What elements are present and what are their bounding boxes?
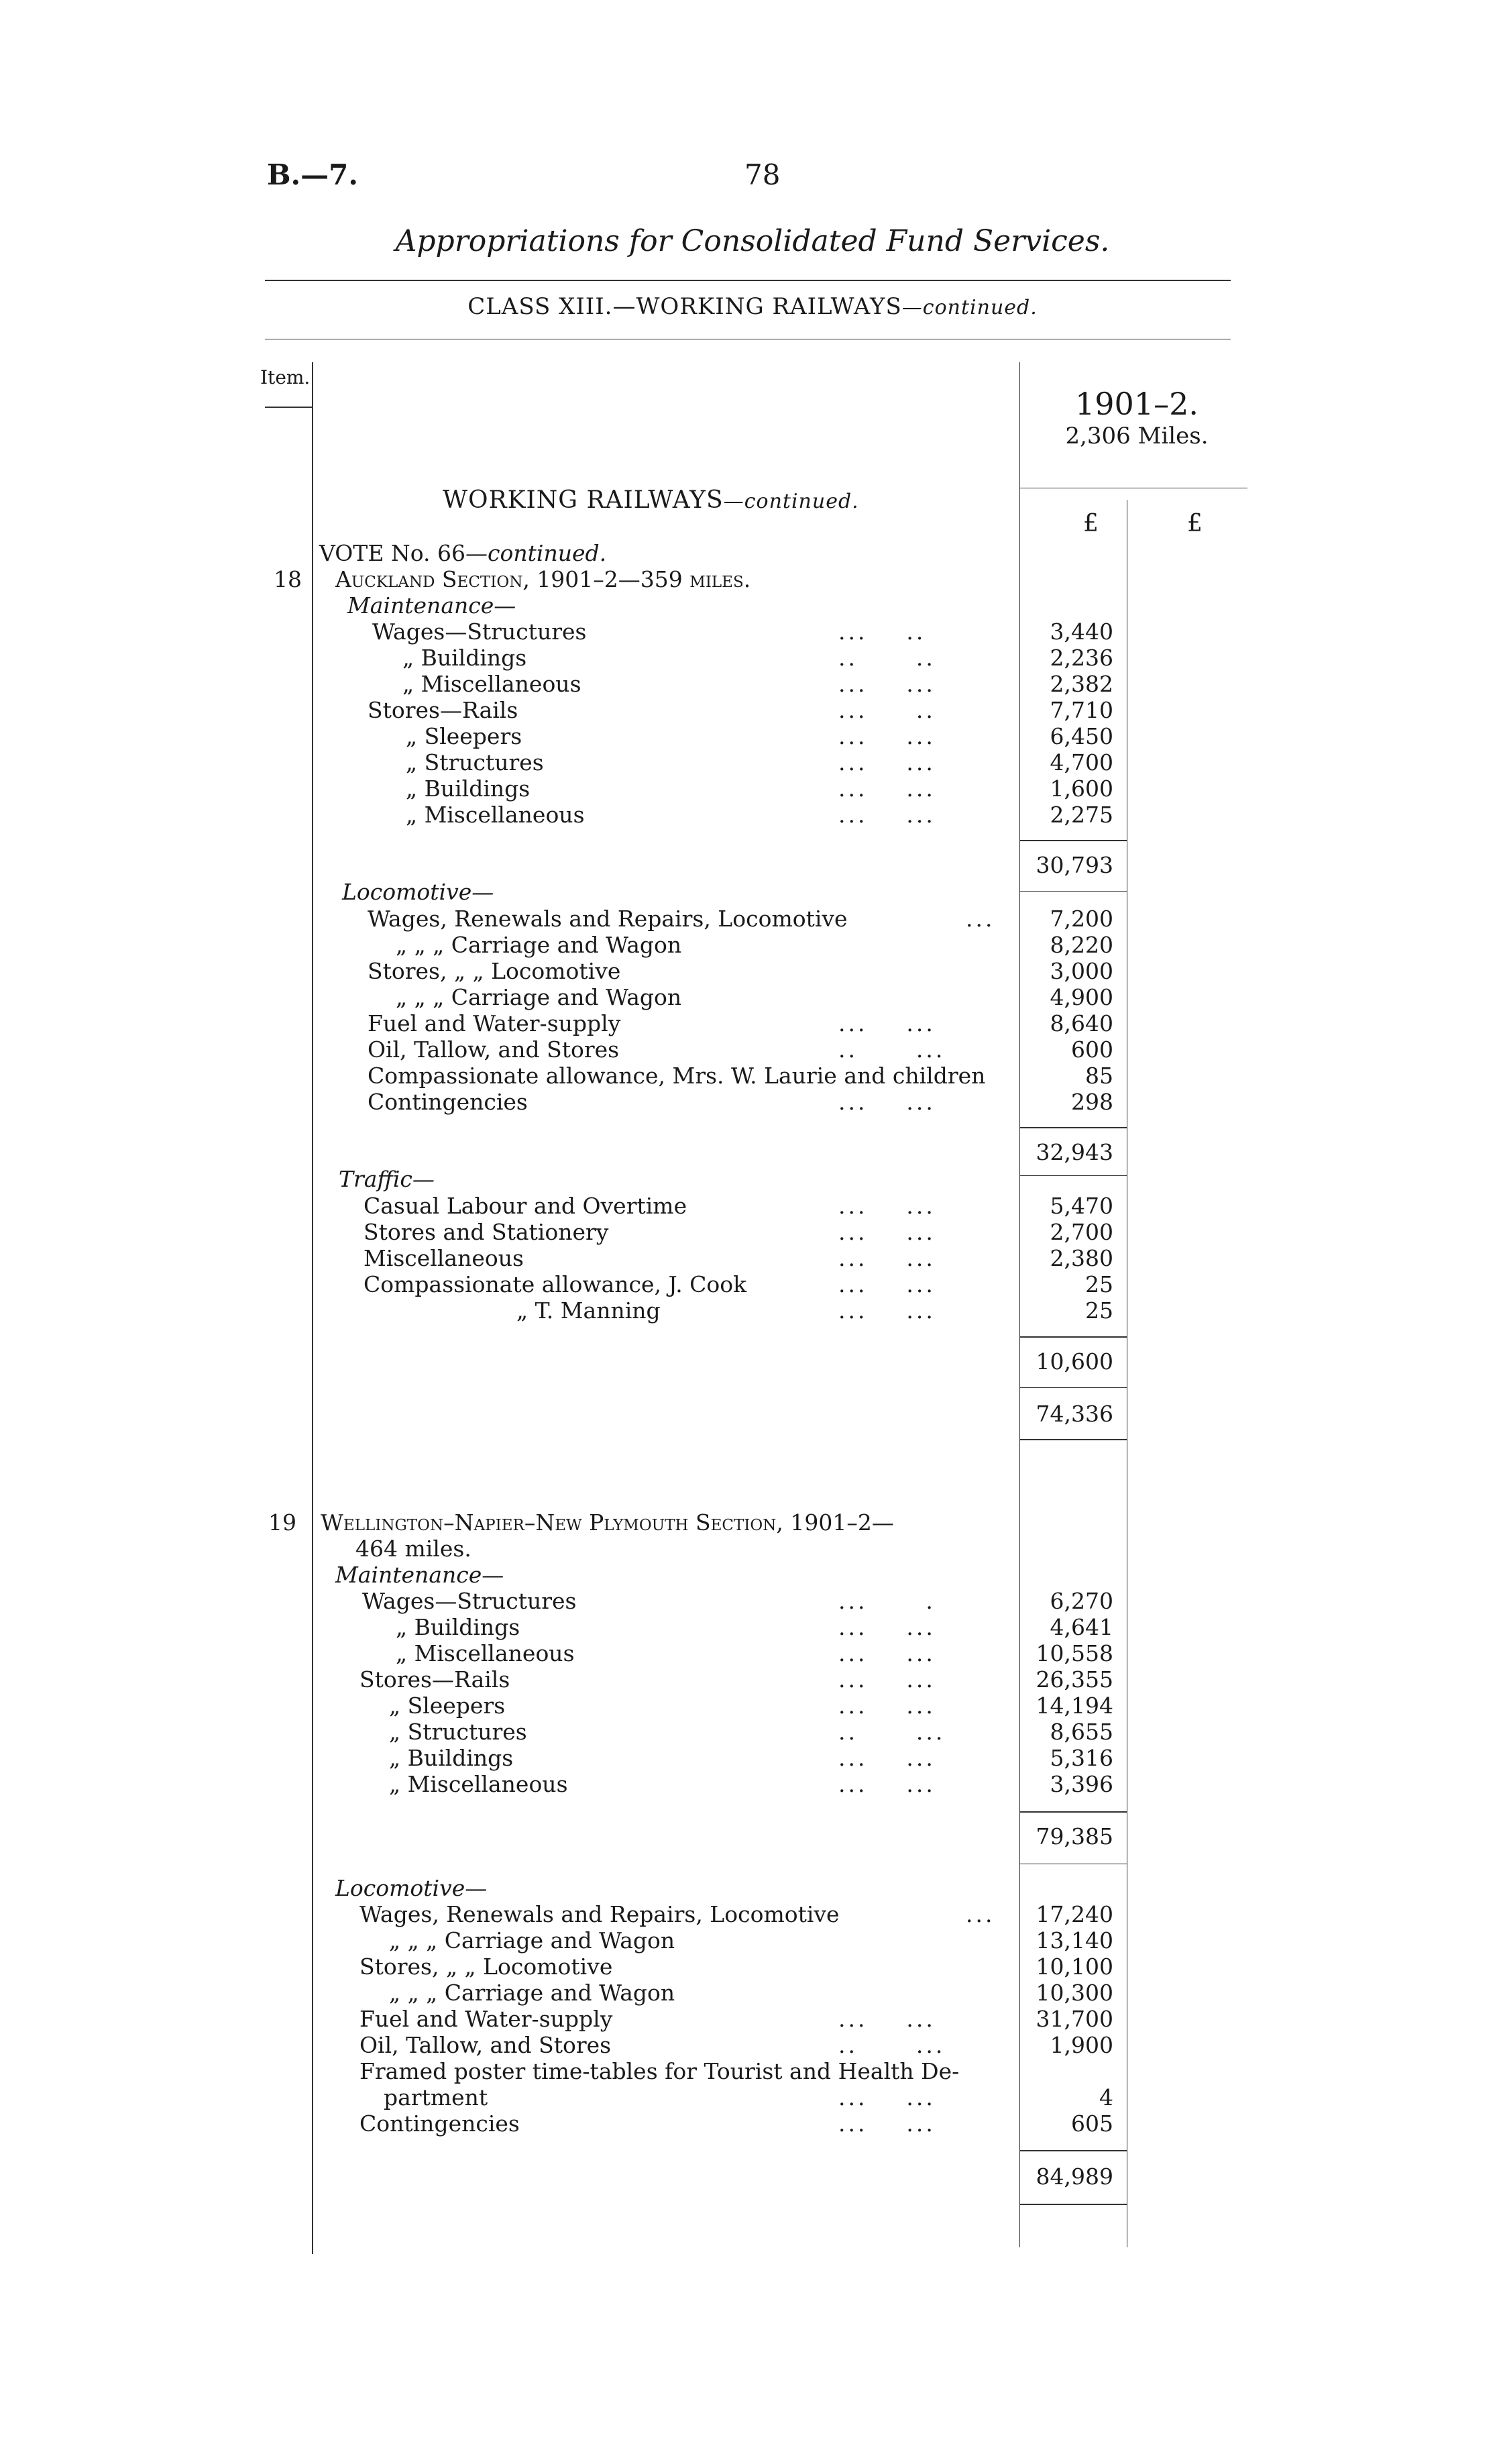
amount-cell: 4,900 (1050, 984, 1113, 1010)
page-title: Appropriations for Consolidated Fund Services. (395, 224, 1110, 258)
maintenance-row-label: Stores—Rails (359, 1666, 510, 1693)
locomotive-row-label-cont: partment (384, 2084, 488, 2110)
amount-cell: 2,236 (1050, 645, 1113, 671)
subtotal-cell: 79,385 (1036, 1823, 1113, 1850)
maintenance-row-label: „ Buildings (389, 1745, 514, 1771)
document-code: B.—7. (267, 158, 358, 191)
locomotive-row-label: Stores, „ „ Locomotive (368, 958, 621, 984)
leader-dots: ... ... (838, 1010, 936, 1036)
leader-dots: ... ... (838, 2084, 936, 2110)
maintenance-heading: Maintenance— (347, 592, 516, 619)
amount-cell: 8,220 (1050, 932, 1113, 958)
section-subtitle: WORKING RAILWAYS—continued. (443, 486, 859, 514)
amount-cell: 2,380 (1050, 1245, 1113, 1271)
amount-cell: 600 (1071, 1036, 1113, 1063)
locomotive-row-label: Oil, Tallow, and Stores (368, 1036, 620, 1063)
leader-dots: ... ... (838, 1693, 936, 1719)
leader-dots: .. .. (838, 645, 936, 671)
leader-dots: ... . (838, 1588, 936, 1614)
locomotive-row-label: Framed poster time-tables for Tourist and Health De- (359, 2058, 960, 2084)
leader-dots: ... ... (838, 1666, 936, 1693)
traffic-heading: Traffic— (339, 1166, 435, 1192)
subtotal-rule (1019, 2150, 1127, 2151)
subtotal-rule (1019, 840, 1127, 841)
amount-cell: 1,900 (1050, 2032, 1113, 2058)
amount-cell: 3,396 (1050, 1771, 1113, 1797)
leader-dots: ... ... (838, 1771, 936, 1797)
locomotive-row-label: Stores, „ „ Locomotive (359, 1953, 613, 1980)
item-column-header: Item. (260, 366, 311, 388)
leader-dots: ... ... (838, 723, 936, 749)
amount-cell: 298 (1071, 1089, 1113, 1115)
leader-dots: ... ... (838, 2110, 936, 2137)
maintenance-row-label: „ Buildings (396, 1614, 520, 1640)
traffic-row-label: „ T. Manning (516, 1297, 661, 1324)
amount-cell: 5,316 (1050, 1745, 1113, 1771)
leader-dots: ... (966, 906, 995, 932)
item-header-rule (265, 407, 312, 408)
locomotive-row-label: Compassionate allowance, Mrs. W. Laurie and children (368, 1063, 986, 1089)
maintenance-row-label: Stores—Rails (368, 697, 518, 723)
item-column-rule (312, 362, 313, 2254)
section-heading-cont: 464 miles. (355, 1536, 471, 1562)
amount-cell: 5,470 (1050, 1193, 1113, 1219)
leader-dots: ... ... (838, 802, 936, 828)
page-number: 78 (744, 158, 781, 191)
subtotal-rule (1019, 1387, 1127, 1388)
leader-dots: ... ... (838, 1245, 936, 1271)
miles-header: 2,306 Miles. (1065, 423, 1209, 449)
leader-dots: ... ... (838, 775, 936, 802)
leader-dots: ... .. (838, 697, 936, 723)
amount-cell: 4,641 (1050, 1614, 1113, 1640)
subtotal-rule (1019, 1811, 1127, 1813)
leader-dots: ... ... (838, 749, 936, 775)
leader-dots: ... ... (838, 1614, 936, 1640)
leader-dots: ... ... (838, 1297, 936, 1324)
item-number: 19 (268, 1509, 296, 1536)
locomotive-row-label: Wages, Renewals and Repairs, Locomotive (368, 906, 848, 932)
leader-dots: ... ... (838, 1193, 936, 1219)
amount-cell: 2,700 (1050, 1219, 1113, 1245)
amount-cell: 13,140 (1036, 1927, 1113, 1953)
vote-heading: VOTE No. 66—continued. (319, 540, 607, 566)
maintenance-row-label: „ Miscellaneous (389, 1771, 568, 1797)
grand-total-cell: 74,336 (1036, 1401, 1113, 1427)
maintenance-row-label: „ Buildings (406, 775, 531, 802)
leader-dots: ... ... (838, 671, 936, 697)
leader-dots: ... (966, 1901, 995, 1927)
amount-cell: 10,558 (1036, 1640, 1113, 1666)
locomotive-heading: Locomotive— (335, 1875, 488, 1901)
amount-cell: 4,700 (1050, 749, 1113, 775)
amount-cell: 8,640 (1050, 1010, 1113, 1036)
leader-dots: ... ... (838, 1745, 936, 1771)
maintenance-row-label: „ Structures (389, 1719, 527, 1745)
subtotal-rule (1019, 1127, 1127, 1128)
maintenance-row-label: „ Buildings (402, 645, 527, 671)
leader-dots: .. ... (838, 1719, 946, 1745)
class-heading: CLASS XIII.—WORKING RAILWAYS—continued. (467, 293, 1038, 320)
amount-cell: 3,000 (1050, 958, 1113, 984)
locomotive-row-label: Fuel and Water-supply (359, 2006, 613, 2032)
subtotal-cell: 10,600 (1036, 1348, 1113, 1375)
amount-cell: 2,382 (1050, 671, 1113, 697)
section-heading: Auckland Section, 1901–2—359 miles. (335, 566, 751, 592)
traffic-row-label: Miscellaneous (364, 1245, 524, 1271)
subtotal-rule (1019, 1175, 1127, 1176)
leader-dots: ... ... (838, 1640, 936, 1666)
leader-dots: ... .. (838, 619, 926, 645)
leader-dots: ... ... (838, 1219, 936, 1245)
traffic-row-label: Compassionate allowance, J. Cook (364, 1271, 747, 1297)
maintenance-row-label: Wages—Structures (372, 619, 587, 645)
locomotive-row-label: „ „ „ Carriage and Wagon (389, 1927, 675, 1953)
amount-cell: 7,710 (1050, 697, 1113, 723)
maintenance-row-label: „ Sleepers (406, 723, 522, 749)
maintenance-row-label: „ Miscellaneous (402, 671, 581, 697)
amount-cell: 31,700 (1036, 2006, 1113, 2032)
amount-cell: 8,655 (1050, 1719, 1113, 1745)
grand-total-rule (1019, 1439, 1127, 1440)
amount-cell: 25 (1085, 1271, 1113, 1297)
amount-cell: 10,100 (1036, 1953, 1113, 1980)
subtotal-rule (1019, 2204, 1127, 2205)
title-rule (265, 280, 1231, 281)
item-number: 18 (274, 566, 302, 592)
amount-cell: 14,194 (1036, 1693, 1113, 1719)
col2-unit: £ (1187, 510, 1203, 537)
locomotive-row-label: „ „ „ Carriage and Wagon (389, 1980, 675, 2006)
maintenance-row-label: „ Miscellaneous (406, 802, 585, 828)
maintenance-heading: Maintenance— (335, 1562, 504, 1588)
leader-dots: .. ... (838, 2032, 946, 2058)
leader-dots: .. ... (838, 1036, 946, 1063)
maintenance-row-label: Wages—Structures (362, 1588, 577, 1614)
amount-cell: 10,300 (1036, 1980, 1113, 2006)
maintenance-row-label: „ Miscellaneous (396, 1640, 575, 1666)
maintenance-row-label: „ Sleepers (389, 1693, 506, 1719)
amount-cell: 3,440 (1050, 619, 1113, 645)
col1-unit: £ (1083, 510, 1099, 537)
traffic-row-label: Casual Labour and Overtime (364, 1193, 687, 1219)
leader-dots: ... ... (838, 1089, 936, 1115)
locomotive-row-label: Contingencies (368, 1089, 528, 1115)
leader-dots: ... ... (838, 2006, 936, 2032)
amount-cell: 4 (1099, 2084, 1113, 2110)
amount-cell: 25 (1085, 1297, 1113, 1324)
year-header: 1901–2. (1075, 386, 1199, 422)
subtotal-cell: 84,989 (1036, 2163, 1113, 2190)
locomotive-row-label: Contingencies (359, 2110, 520, 2137)
subtotal-cell: 32,943 (1036, 1139, 1113, 1165)
amount-cell: 2,275 (1050, 802, 1113, 828)
traffic-row-label: Stores and Stationery (364, 1219, 609, 1245)
locomotive-heading: Locomotive— (342, 879, 494, 905)
locomotive-row-label: Oil, Tallow, and Stores (359, 2032, 612, 2058)
locomotive-row-label: „ „ „ Carriage and Wagon (396, 932, 682, 958)
amount-cell: 605 (1071, 2110, 1113, 2137)
section-heading: Wellington–Napier–New Plymouth Section, 1901–2— (321, 1509, 894, 1536)
locomotive-row-label: Fuel and Water-supply (368, 1010, 621, 1036)
locomotive-row-label: „ „ „ Carriage and Wagon (396, 984, 682, 1010)
amount-cell: 6,450 (1050, 723, 1113, 749)
subtotal-rule (1019, 891, 1127, 892)
amount-cell: 1,600 (1050, 775, 1113, 802)
subtotal-cell: 30,793 (1036, 852, 1113, 878)
subtotal-rule (1019, 1336, 1127, 1338)
leader-dots: ... ... (838, 1271, 936, 1297)
amount-cell: 17,240 (1036, 1901, 1113, 1927)
maintenance-row-label: „ Structures (406, 749, 544, 775)
amount-cell: 6,270 (1050, 1588, 1113, 1614)
amount-cell: 26,355 (1036, 1666, 1113, 1693)
amount-cell: 7,200 (1050, 906, 1113, 932)
amount-cell: 85 (1085, 1063, 1113, 1089)
locomotive-row-label: Wages, Renewals and Repairs, Locomotive (359, 1901, 840, 1927)
